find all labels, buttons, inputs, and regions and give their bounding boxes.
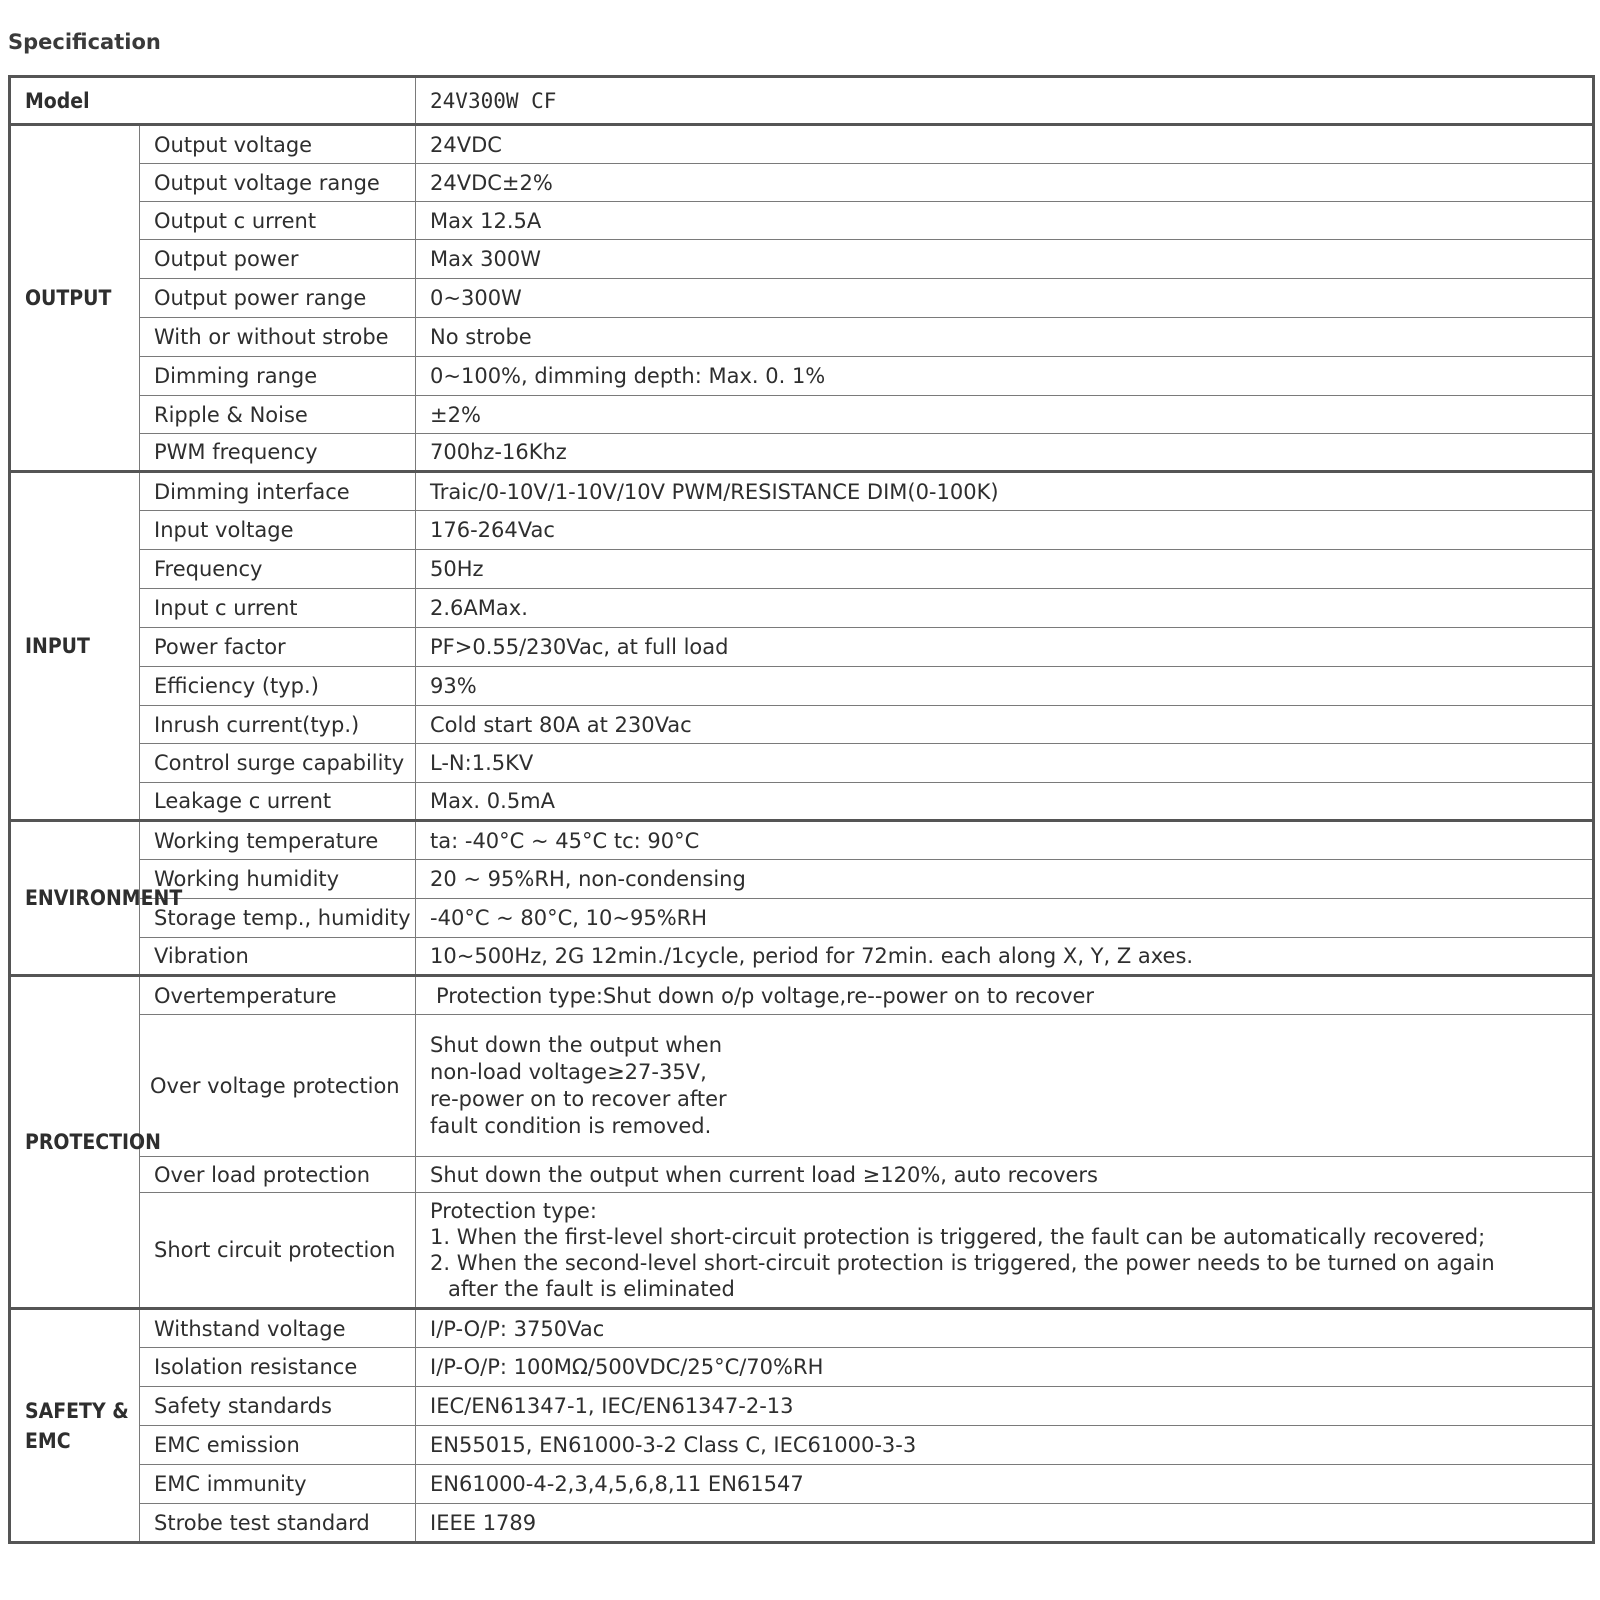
- spec-label: Control surge capability: [140, 744, 416, 783]
- spec-label: Ripple & Noise: [140, 396, 416, 434]
- spec-label: Output voltage: [140, 125, 416, 164]
- spec-value: 93%: [416, 667, 1594, 706]
- spec-label: With or without strobe: [140, 318, 416, 357]
- spec-label: Overtemperature: [140, 976, 416, 1015]
- table-row: [10, 706, 1594, 744]
- spec-value: Max 300W: [416, 240, 1594, 279]
- spec-label: Input c urrent: [140, 589, 416, 628]
- spec-label: Efficiency (typ.): [140, 667, 416, 706]
- table-row: [10, 396, 1594, 434]
- table-row: [10, 899, 1594, 938]
- table-row: [10, 821, 1594, 860]
- table-row: [10, 1193, 1594, 1309]
- spec-label: Strobe test standard: [140, 1504, 416, 1543]
- table-row: [10, 550, 1594, 589]
- spec-label: Leakage c urrent: [140, 783, 416, 821]
- spec-label: Input voltage: [140, 511, 416, 550]
- spec-value: 50Hz: [416, 550, 1594, 589]
- spec-value: Max. 0.5mA: [416, 783, 1594, 821]
- spec-value: IEEE 1789: [416, 1504, 1594, 1543]
- spec-value: Cold start 80A at 230Vac: [416, 706, 1594, 744]
- section-output-header: OUTPUT: [10, 125, 140, 472]
- table-row: [10, 511, 1594, 550]
- spec-label: Output voltage range: [140, 164, 416, 202]
- spec-value: No strobe: [416, 318, 1594, 357]
- spec-label: Withstand voltage: [140, 1309, 416, 1348]
- section-protection-header: PROTECTION: [10, 976, 140, 1309]
- spec-value: 0~100%, dimming depth: Max. 0. 1%: [416, 357, 1594, 396]
- spec-value: Traic/0-10V/1-10V/10V PWM/RESISTANCE DIM(0-100K): [416, 472, 1594, 511]
- table-row: [10, 667, 1594, 706]
- spec-value-line: Protection type:: [430, 1199, 597, 1223]
- spec-value: 24VDC±2%: [416, 164, 1594, 202]
- table-row: [10, 1465, 1594, 1504]
- spec-value: EN61000-4-2,3,4,5,6,8,11 EN61547: [416, 1465, 1594, 1504]
- table-row: [10, 938, 1594, 976]
- spec-value: 700hz-16Khz: [416, 434, 1594, 472]
- table-row: [10, 318, 1594, 357]
- spec-value: 10~500Hz, 2G 12min./1cycle, period for 72min. each along X, Y, Z axes.: [416, 938, 1594, 976]
- table-row: [10, 1157, 1594, 1193]
- spec-label: Dimming interface: [140, 472, 416, 511]
- spec-label: EMC emission: [140, 1426, 416, 1465]
- spec-value-line: after the fault is eliminated: [448, 1277, 735, 1301]
- spec-label: Output power: [140, 240, 416, 279]
- table-row: [10, 589, 1594, 628]
- table-row: [10, 357, 1594, 396]
- spec-label: Output power range: [140, 279, 416, 318]
- spec-label: Power factor: [140, 628, 416, 667]
- spec-value-multiline: [416, 1193, 1594, 1309]
- table-row: [10, 1309, 1594, 1348]
- spec-value: PF>0.55/230Vac, at full load: [416, 628, 1594, 667]
- spec-value-line: re-power on to recover after: [430, 1086, 727, 1111]
- spec-value: -40°C ~ 80°C, 10~95%RH: [416, 899, 1594, 938]
- spec-value-multiline: [416, 1015, 1594, 1157]
- table-row: [10, 202, 1594, 240]
- spec-label: EMC immunity: [140, 1465, 416, 1504]
- table-row: [10, 164, 1594, 202]
- spec-value-line: 1. When the first-level short-circuit protection is triggered, the fault can be automatically recovered;: [430, 1225, 1486, 1249]
- table-row: [10, 1504, 1594, 1543]
- section-safety-emc-line: EMC: [25, 1428, 71, 1453]
- spec-label: Vibration: [140, 938, 416, 976]
- spec-value: 24VDC: [416, 125, 1594, 164]
- page-title: Specification: [8, 30, 161, 54]
- spec-value: EN55015, EN61000-3-2 Class C, IEC61000-3-3: [416, 1426, 1594, 1465]
- table-row: [10, 434, 1594, 472]
- spec-value: ta: -40°C ~ 45°C tc: 90°C: [416, 821, 1594, 860]
- spec-label: PWM frequency: [140, 434, 416, 472]
- section-safety-emc-header: [10, 1309, 140, 1543]
- spec-label: Short circuit protection: [140, 1193, 416, 1309]
- table-row: [10, 472, 1594, 511]
- spec-value: 20 ~ 95%RH, non-condensing: [416, 860, 1594, 899]
- spec-value: ±2%: [416, 396, 1594, 434]
- table-row: [10, 783, 1594, 821]
- spec-label: Output c urrent: [140, 202, 416, 240]
- specification-table: [8, 75, 1595, 1544]
- model-value: 24V300W CF: [416, 77, 1594, 125]
- spec-value-line: Shut down the output when: [430, 1032, 723, 1057]
- spec-value-line: non-load voltage≥27-35V,: [430, 1059, 707, 1084]
- spec-label: Working temperature: [140, 821, 416, 860]
- table-row: [10, 125, 1594, 164]
- spec-value: 2.6AMax.: [416, 589, 1594, 628]
- spec-value-line: fault condition is removed.: [430, 1113, 712, 1138]
- spec-value: Protection type:Shut down o/p voltage,re--power on to recover: [416, 976, 1594, 1015]
- table-row: [10, 744, 1594, 783]
- table-row: [10, 1015, 1594, 1157]
- section-input-header: INPUT: [10, 472, 140, 821]
- spec-label: Inrush current(typ.): [140, 706, 416, 744]
- model-row: [10, 77, 1594, 125]
- section-safety-emc-line: SAFETY &: [25, 1398, 129, 1423]
- table-row: [10, 860, 1594, 899]
- spec-value: I/P-O/P: 3750Vac: [416, 1309, 1594, 1348]
- table-row: [10, 1348, 1594, 1387]
- section-environment-header: ENVIRONMENT: [10, 821, 140, 976]
- spec-label: Frequency: [140, 550, 416, 589]
- spec-value: 176-264Vac: [416, 511, 1594, 550]
- table-row: [10, 1426, 1594, 1465]
- spec-value: Max 12.5A: [416, 202, 1594, 240]
- table-row: [10, 1387, 1594, 1426]
- table-row: [10, 279, 1594, 318]
- spec-value: I/P-O/P: 100MΩ/500VDC/25°C/70%RH: [416, 1348, 1594, 1387]
- spec-label: Safety standards: [140, 1387, 416, 1426]
- spec-label: Working humidity: [140, 860, 416, 899]
- spec-value: L-N:1.5KV: [416, 744, 1594, 783]
- spec-label: Over voltage protection: [140, 1015, 416, 1157]
- spec-value-line: 2. When the second-level short-circuit protection is triggered, the power needs to be turned on again: [430, 1251, 1495, 1275]
- spec-label: Storage temp., humidity: [140, 899, 416, 938]
- table-row: [10, 976, 1594, 1015]
- table-row: [10, 240, 1594, 279]
- spec-label: Over load protection: [140, 1157, 416, 1193]
- spec-label: Isolation resistance: [140, 1348, 416, 1387]
- spec-value: 0~300W: [416, 279, 1594, 318]
- spec-value: Shut down the output when current load ≥120%, auto recovers: [416, 1157, 1594, 1193]
- spec-label: Dimming range: [140, 357, 416, 396]
- model-label: Model: [10, 77, 416, 125]
- spec-value: IEC/EN61347-1, IEC/EN61347-2-13: [416, 1387, 1594, 1426]
- table-row: [10, 628, 1594, 667]
